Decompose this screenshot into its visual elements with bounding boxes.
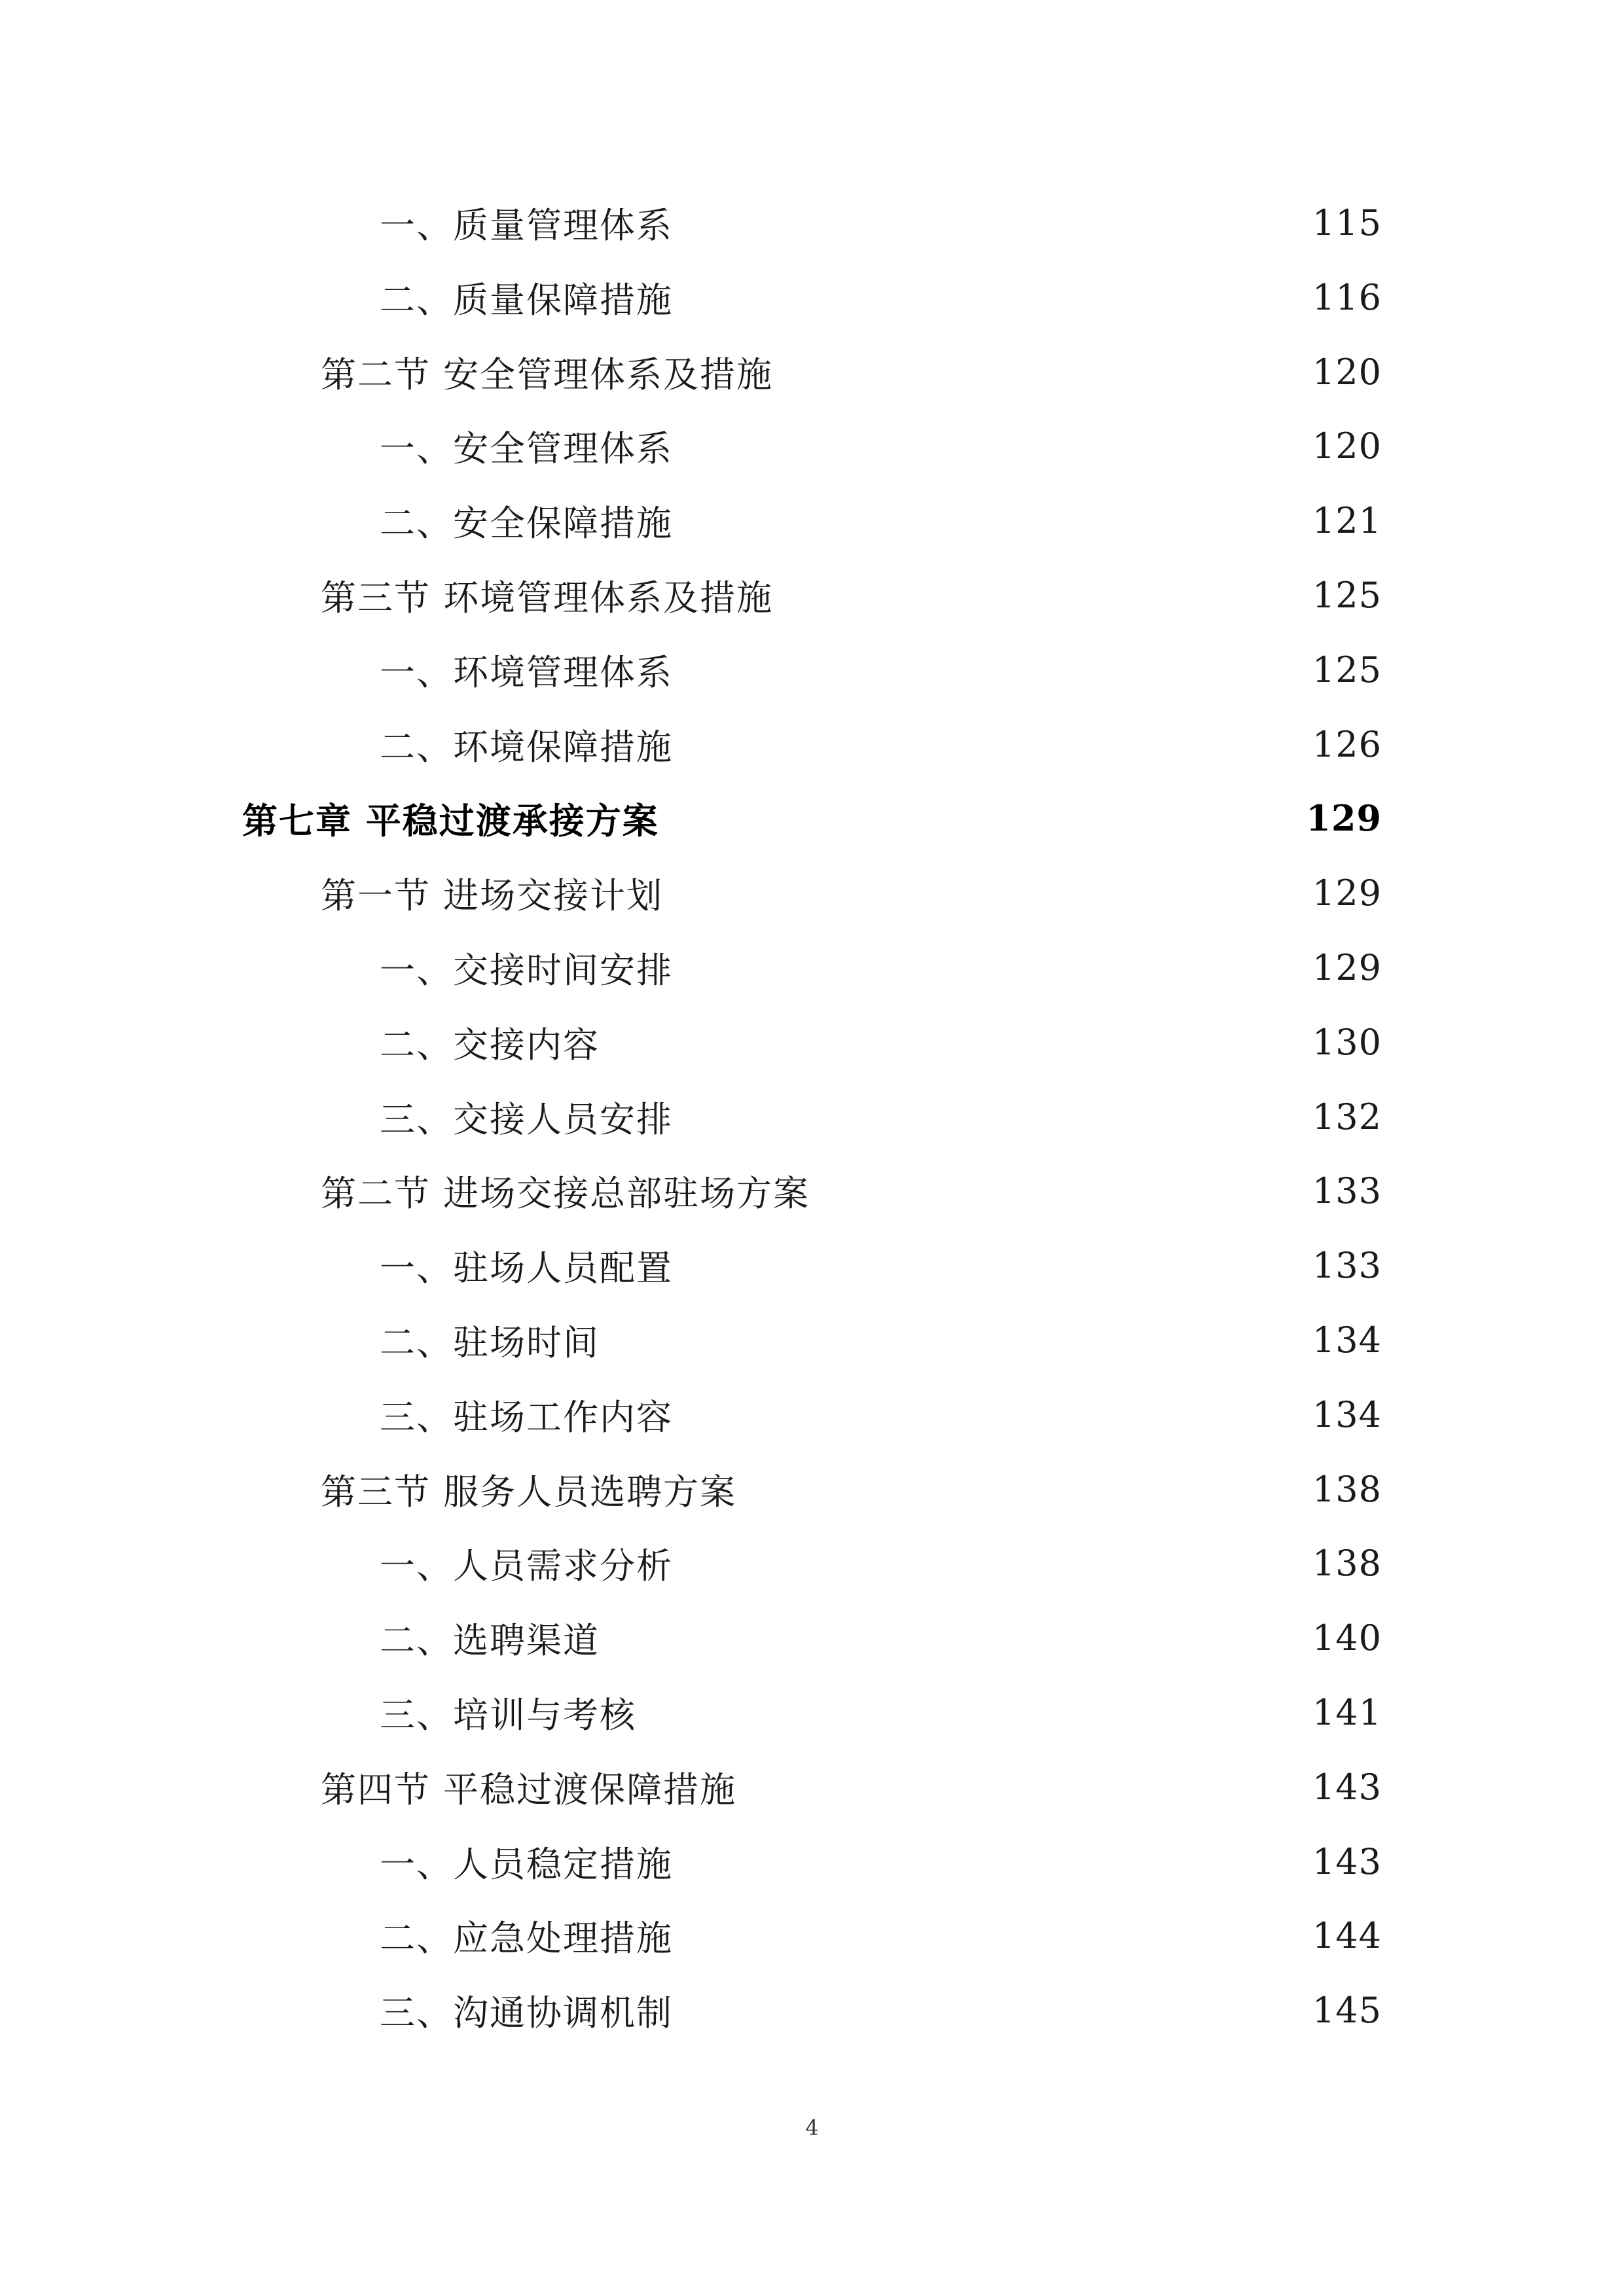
- toc-entry-title: 第三节 环境管理体系及措施: [321, 577, 774, 619]
- toc-dot-leader: [682, 1977, 1301, 2043]
- toc-entry-17[interactable]: [380, 1382, 1382, 1447]
- toc-entry-22[interactable]: [321, 1754, 1382, 1820]
- toc-dot-leader: [682, 1903, 1301, 1968]
- toc-entry-16[interactable]: [380, 1307, 1382, 1372]
- toc-dot-leader: [682, 190, 1301, 255]
- toc-entry-page-number: 129: [1306, 797, 1382, 839]
- toc-dot-leader: [782, 339, 1301, 404]
- toc-entry-1[interactable]: [380, 190, 1382, 255]
- toc-dot-leader: [682, 1084, 1301, 1149]
- toc-entry-title: 第七章 平稳过渡承接方案: [242, 799, 659, 842]
- toc-entry-9[interactable]: [242, 785, 1382, 851]
- toc-dot-leader: [746, 1456, 1301, 1522]
- toc-entry-25[interactable]: [380, 1977, 1382, 2043]
- toc-entry-page-number: 141: [1312, 1691, 1382, 1733]
- toc-entry-page-number: 125: [1312, 649, 1382, 691]
- toc-dot-leader: [819, 1158, 1301, 1223]
- toc-entry-21[interactable]: [380, 1679, 1382, 1745]
- toc-entry-title: 第四节 平稳过渡保障措施: [321, 1768, 737, 1810]
- toc-entry-7[interactable]: [380, 637, 1382, 702]
- toc-entry-page-number: 130: [1312, 1021, 1382, 1063]
- toc-entry-page-number: 126: [1312, 723, 1382, 765]
- toc-dot-leader: [682, 264, 1301, 330]
- toc-entry-title: 第三节 服务人员选聘方案: [321, 1471, 737, 1513]
- toc-entry-page-number: 138: [1312, 1468, 1382, 1510]
- toc-dot-leader: [682, 711, 1301, 777]
- toc-dot-leader: [682, 413, 1301, 478]
- toc-entry-5[interactable]: [380, 488, 1382, 553]
- toc-entry-title: 第二节 进场交接总部驻场方案: [321, 1172, 810, 1214]
- toc-dot-leader: [682, 935, 1301, 1000]
- toc-entry-page-number: 144: [1312, 1914, 1382, 1956]
- toc-entry-title: 二、环境保障措施: [380, 726, 673, 768]
- toc-entry-title: 一、安全管理体系: [380, 427, 673, 469]
- toc-entry-title: 二、应急处理措施: [380, 1917, 673, 1959]
- toc-dot-leader: [645, 1679, 1301, 1745]
- toc-entry-page-number: 129: [1312, 872, 1382, 914]
- toc-entry-title: 二、驻场时间: [380, 1321, 600, 1363]
- toc-entry-title: 一、人员需求分析: [380, 1545, 673, 1587]
- toc-entry-page-number: 143: [1312, 1766, 1382, 1808]
- toc-dot-leader: [609, 1009, 1301, 1075]
- toc-dot-leader: [682, 488, 1301, 553]
- toc-entry-11[interactable]: [380, 935, 1382, 1000]
- toc-entry-page-number: 120: [1312, 425, 1382, 467]
- toc-entry-page-number: 115: [1312, 202, 1382, 243]
- toc-entry-page-number: 138: [1312, 1542, 1382, 1584]
- toc-entry-page-number: 145: [1312, 1989, 1382, 2031]
- toc-entry-page-number: 134: [1312, 1319, 1382, 1361]
- toc-dot-leader: [682, 637, 1301, 702]
- page-number: 4: [805, 2115, 819, 2140]
- toc-entry-13[interactable]: [380, 1084, 1382, 1149]
- toc-entry-page-number: 120: [1312, 351, 1382, 393]
- toc-entry-title: 第二节 安全管理体系及措施: [321, 353, 774, 395]
- toc-entry-4[interactable]: [380, 413, 1382, 478]
- toc-entry-title: 一、人员稳定措施: [380, 1843, 673, 1885]
- toc-entry-6[interactable]: [321, 562, 1382, 628]
- toc-entry-title: 一、交接时间安排: [380, 949, 673, 991]
- toc-entry-title: 一、质量管理体系: [380, 204, 673, 246]
- toc-dot-leader: [609, 1307, 1301, 1372]
- toc-entry-page-number: 129: [1312, 946, 1382, 988]
- toc-dot-leader: [746, 1754, 1301, 1820]
- toc-entry-page-number: 132: [1312, 1096, 1382, 1138]
- toc-entry-title: 三、沟通协调机制: [380, 1992, 673, 2034]
- toc-entry-page-number: 140: [1312, 1617, 1382, 1659]
- toc-dot-leader: [782, 562, 1301, 628]
- toc-entry-page-number: 143: [1312, 1840, 1382, 1882]
- toc-dot-leader: [682, 1232, 1301, 1298]
- toc-dot-leader: [672, 860, 1301, 925]
- toc-dot-leader: [668, 785, 1294, 851]
- toc-entry-15[interactable]: [380, 1232, 1382, 1298]
- toc-entry-19[interactable]: [380, 1530, 1382, 1596]
- toc-entry-title: 二、选聘渠道: [380, 1619, 600, 1661]
- toc-entry-20[interactable]: [380, 1605, 1382, 1670]
- toc-entry-8[interactable]: [380, 711, 1382, 777]
- toc-entry-18[interactable]: [321, 1456, 1382, 1522]
- toc-entry-page-number: 121: [1312, 499, 1382, 541]
- toc-entry-title: 三、驻场工作内容: [380, 1396, 673, 1438]
- toc-dot-leader: [609, 1605, 1301, 1670]
- toc-entry-page-number: 125: [1312, 574, 1382, 616]
- toc-entry-title: 三、交接人员安排: [380, 1098, 673, 1140]
- toc-entry-page-number: 133: [1312, 1244, 1382, 1286]
- toc-dot-leader: [682, 1382, 1301, 1447]
- toc-entry-24[interactable]: [380, 1903, 1382, 1968]
- toc-entry-2[interactable]: [380, 264, 1382, 330]
- toc-entry-title: 二、安全保障措施: [380, 502, 673, 544]
- toc-entry-title: 第一节 进场交接计划: [321, 874, 664, 916]
- toc-entry-12[interactable]: [380, 1009, 1382, 1075]
- toc-entry-title: 三、培训与考核: [380, 1694, 636, 1736]
- toc-entry-title: 二、交接内容: [380, 1024, 600, 1066]
- toc-entry-title: 一、驻场人员配置: [380, 1247, 673, 1289]
- toc-entry-23[interactable]: [380, 1829, 1382, 1894]
- toc-entry-page-number: 116: [1312, 276, 1382, 318]
- toc-entry-10[interactable]: [321, 860, 1382, 925]
- toc-entry-title: 一、环境管理体系: [380, 651, 673, 693]
- toc-dot-leader: [682, 1530, 1301, 1596]
- toc-dot-leader: [682, 1829, 1301, 1894]
- toc-entry-14[interactable]: [321, 1158, 1382, 1223]
- toc-entry-page-number: 134: [1312, 1393, 1382, 1435]
- toc-entry-page-number: 133: [1312, 1170, 1382, 1211]
- toc-entry-title: 二、质量保障措施: [380, 279, 673, 321]
- toc-entry-3[interactable]: [321, 339, 1382, 404]
